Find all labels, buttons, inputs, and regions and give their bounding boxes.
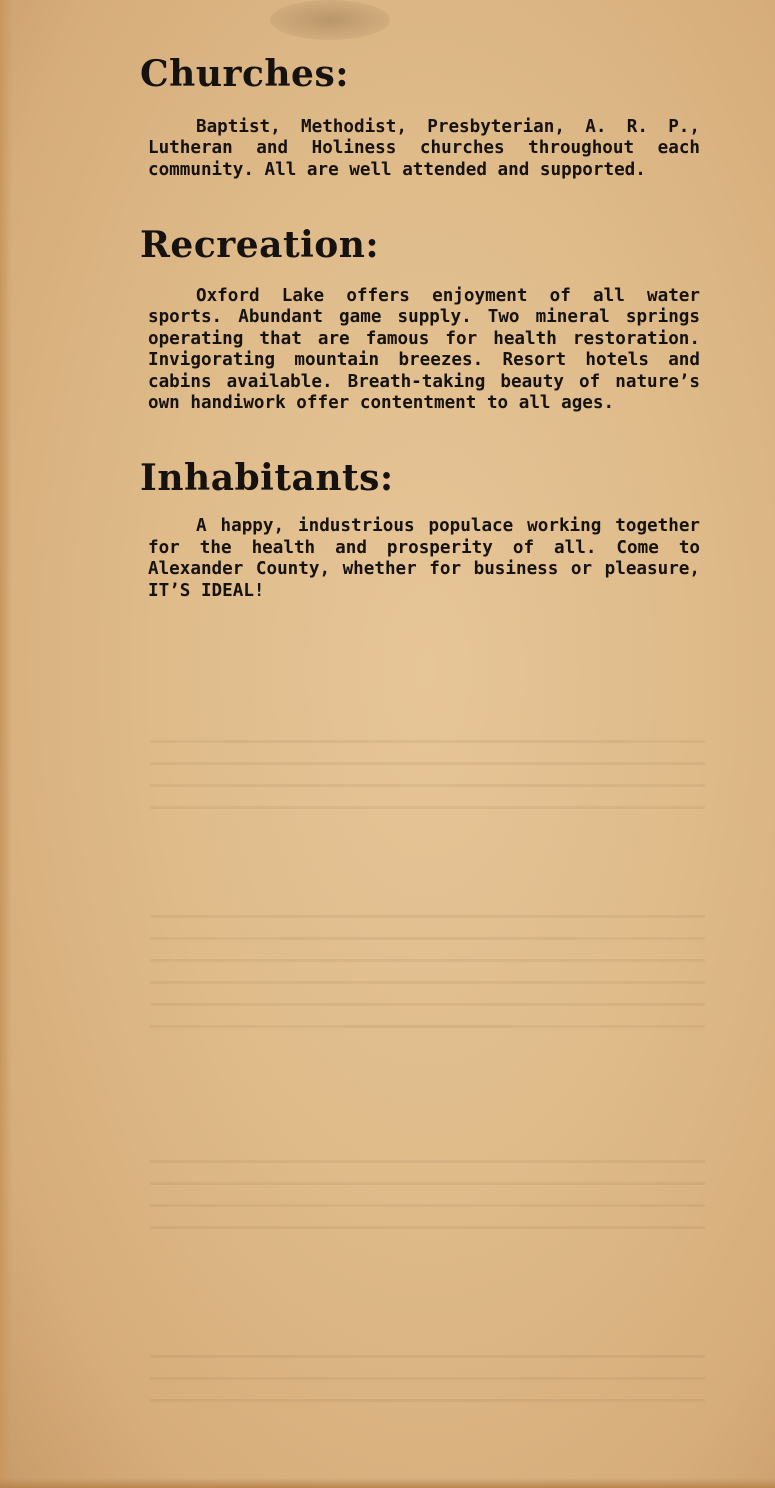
recreation-section [140,226,705,415]
bleed-through-lines-4 [150,1355,705,1421]
bleed-through-lines-2 [150,915,705,1047]
paper-stain [270,0,390,40]
churches-section [140,55,705,181]
recreation-heading: Recreation: [140,224,380,267]
inhabitants-heading: Inhabitants: [140,456,394,499]
recreation-body: Oxford Lake offers enjoyment of all water sports. Abundant game supply. Two mineral springs operating that are famous for health restoration. Invigorating mountain breezes. Resort hotels and cabins available. Breath-taking beauty of nature’s own handiwork offer contentment to all ages. [148,285,700,414]
bleed-through-lines-3 [150,1160,705,1248]
churches-body: Baptist, Methodist, Presbyterian, A. R. P., Lutheran and Holiness churches throughout each community. All are well attended and supported. [148,116,700,180]
page-content [140,55,705,602]
bleed-through-lines-1 [150,740,705,828]
inhabitants-section [140,456,705,603]
churches-heading: Churches: [140,53,350,95]
inhabitants-body: A happy, industrious populace working together for the health and prosperity of all. Come to Alexander County, whether for business or pleasure, IT’S IDEAL! [148,516,700,601]
page-edge-shadow [0,0,12,1488]
page-bottom-edge [0,1478,775,1488]
